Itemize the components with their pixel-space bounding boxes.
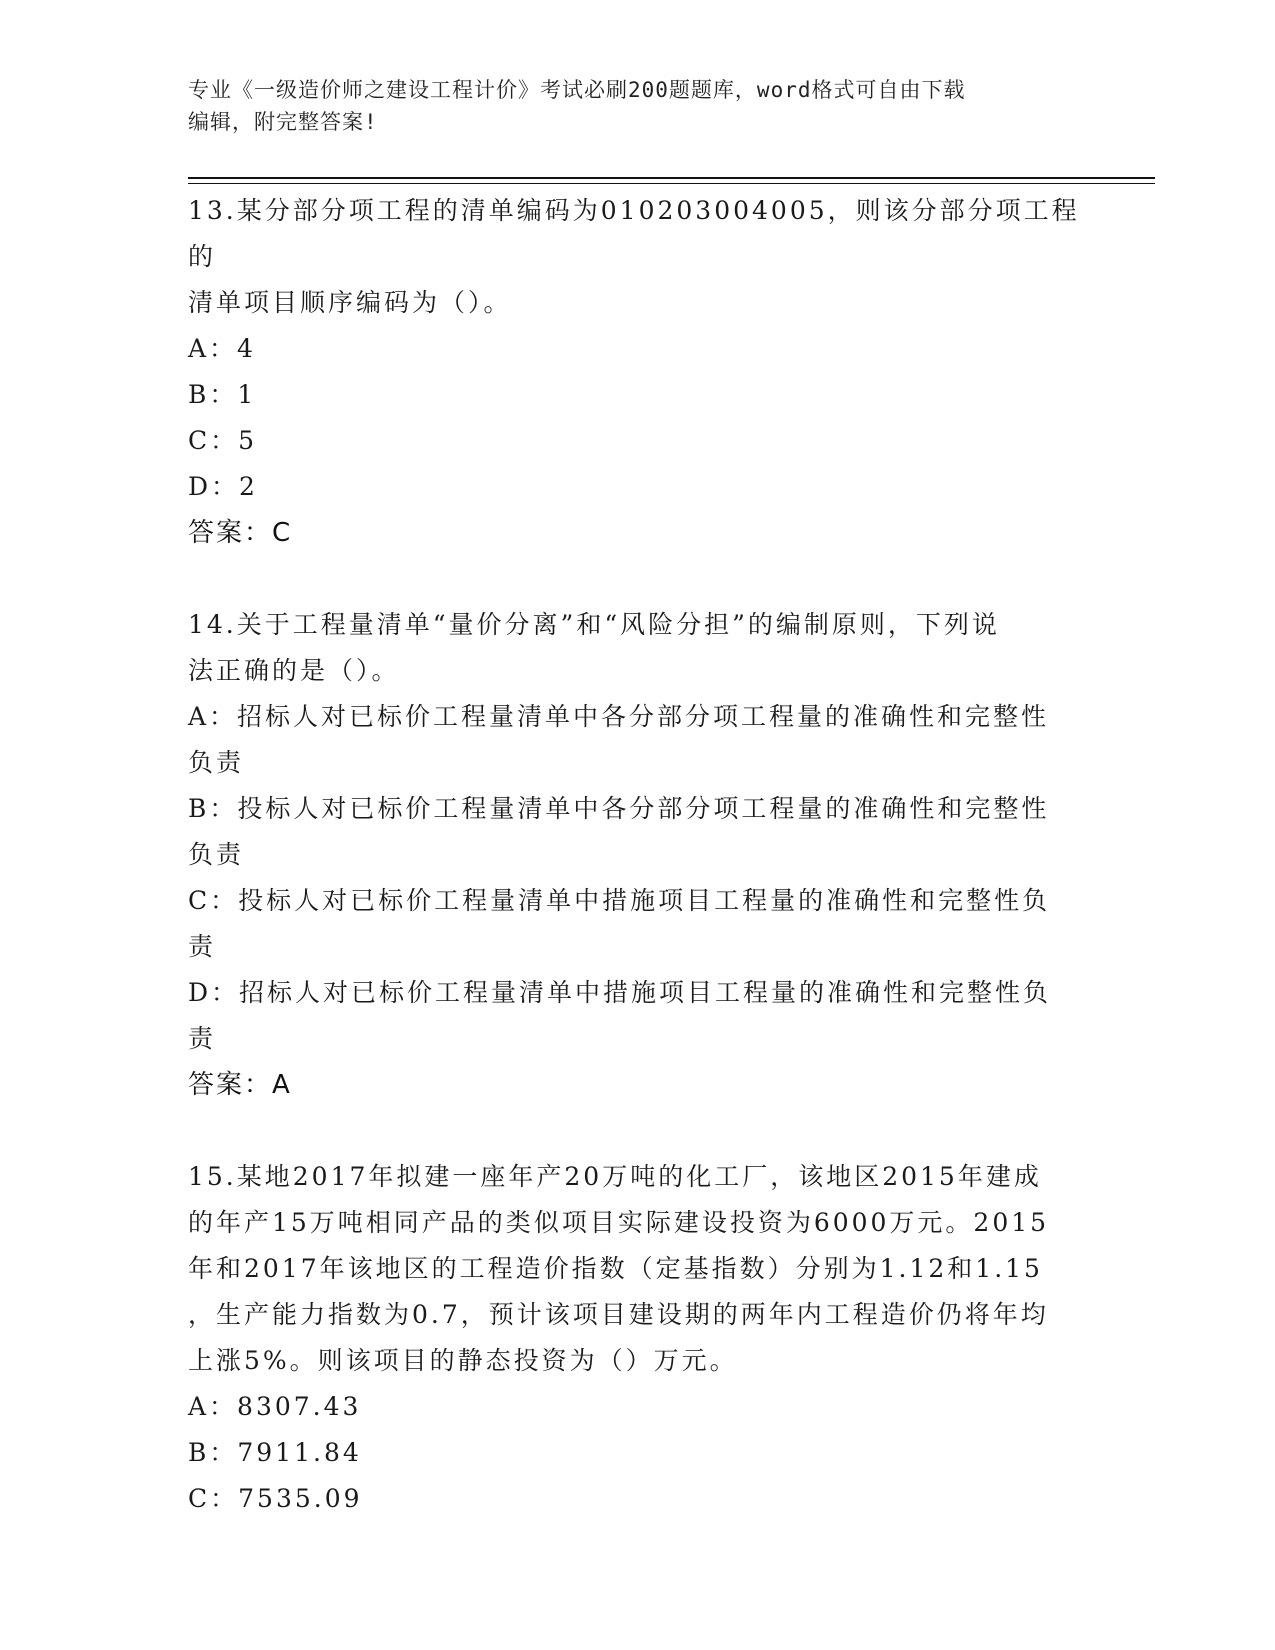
question-list (188, 188, 1088, 1522)
option-b-continued: 负责 (188, 840, 245, 869)
option-c-continued: 责 (188, 932, 217, 961)
question-stem-line: 的年产15万吨相同产品的类似项目实际建设投资为6000万元。2015 (188, 1208, 1050, 1237)
question-stem-line: 年和2017年该地区的工程造价指数（定基指数）分别为1.12和1.15 (188, 1254, 1043, 1283)
question-stem-line: ，生产能力指数为0.7，预计该项目建设期的两年内工程造价仍将年均 (188, 1300, 1049, 1329)
option-a-continued: 负责 (188, 748, 245, 777)
question-13 (188, 188, 1088, 556)
option-b: B：1 (188, 380, 257, 409)
option-a: A：8307.43 (188, 1392, 362, 1421)
option-c: C：投标人对已标价工程量清单中措施项目工程量的准确性和完整性负 (188, 886, 1051, 915)
header-line-1: 专业《一级造价师之建设工程计价》考试必刷200题题库，word格式可自由下载 (188, 78, 966, 102)
question-stem-line: 清单项目顺序编码为（）。 (188, 288, 512, 317)
option-c: C：5 (188, 426, 258, 455)
document-header (188, 74, 1068, 138)
option-a: A：4 (188, 334, 256, 363)
header-rule-thin (188, 183, 1155, 184)
question-14 (188, 602, 1088, 1108)
answer-label: 答案：A (188, 1070, 292, 1100)
question-stem-line: 15.某地2017年拟建一座年产20万吨的化工厂，该地区2015年建成 (188, 1162, 1042, 1191)
option-c: C：7535.09 (188, 1484, 363, 1513)
question-spacer (188, 556, 1088, 602)
option-b: B：投标人对已标价工程量清单中各分部分项工程量的准确性和完整性 (188, 794, 1050, 823)
answer-label: 答案：C (188, 518, 293, 548)
question-stem-line: 上涨5%。则该项目的静态投资为（）万元。 (188, 1346, 738, 1375)
option-b: B：7911.84 (188, 1438, 362, 1467)
question-15 (188, 1154, 1088, 1522)
question-stem-line: 13.某分部分项工程的清单编码为010203004005，则该分部分项工程的 (188, 196, 1080, 271)
header-rule-thick (188, 177, 1155, 179)
header-line-2: 编辑，附完整答案! (188, 110, 378, 134)
question-stem-line: 法正确的是（）。 (188, 656, 400, 685)
question-spacer (188, 1108, 1088, 1154)
option-a: A：招标人对已标价工程量清单中各分部分项工程量的准确性和完整性 (188, 702, 1050, 731)
option-d: D：2 (188, 472, 258, 501)
option-d: D：招标人对已标价工程量清单中措施项目工程量的准确性和完整性负 (188, 978, 1052, 1007)
option-d-continued: 责 (188, 1024, 217, 1053)
question-stem-line: 14.关于工程量清单“量价分离”和“风险分担”的编制原则，下列说 (188, 610, 1000, 639)
